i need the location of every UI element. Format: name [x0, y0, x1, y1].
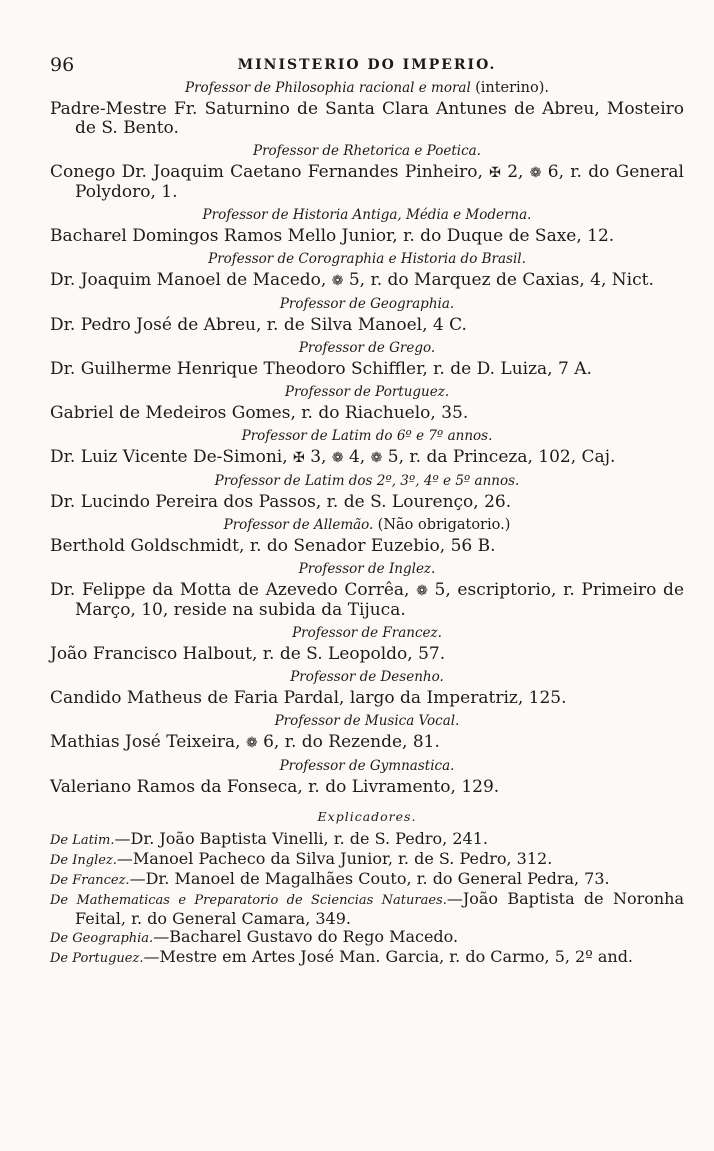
entry-francez: João Francisco Halbout, r. de S. Leopoldo, 57. — [50, 644, 446, 664]
heading-allemao: Professor de Allemão. (Não obrigatorio.) — [223, 517, 511, 533]
entry-gymnastica: Valeriano Ramos da Fonseca, r. do Livramento, 129. — [50, 777, 500, 797]
rose-icon: ❁ — [529, 165, 542, 181]
entry-musica: Mathias José Teixeira, ❁ 6, r. do Rezende, 81. — [50, 732, 440, 752]
entry-corographia: Dr. Joaquim Manoel de Macedo, ❁ 5, r. do Marquez de Caxias, 4, Nict. — [50, 270, 654, 290]
entry-portuguez: Gabriel de Medeiros Gomes, r. do Riachuelo, 35. — [50, 403, 469, 423]
heading-portuguez: Professor de Portuguez. — [284, 384, 450, 400]
rose-icon: ❁ — [370, 450, 383, 466]
rose-icon: ❁ — [416, 583, 428, 599]
explicadores-heading: Explicadores. — [317, 809, 417, 824]
running-head: MINISTERIO DO IMPERIO. — [237, 57, 497, 73]
document-page — [50, 48, 684, 968]
rose-icon: ❁ — [331, 450, 344, 466]
heading-latim-6-7: Professor de Latim do 6º e 7º annos. — [241, 428, 493, 444]
heading-corographia: Professor de Corographia e Historia do Brasil. — [208, 251, 526, 267]
explicador-geographia: De Geographia.—Bacharel Gustavo do Rego Macedo. — [50, 927, 459, 946]
heading-philosophia: Professor de Philosophia racional e moral (interino). — [184, 80, 550, 96]
heading-desenho: Professor de Desenho. — [290, 669, 444, 685]
heading-gymnastica: Professor de Gymnastica. — [279, 758, 455, 774]
entry-grego: Dr. Guilherme Henrique Theodoro Schiffler, r. de D. Luiza, 7 A. — [50, 359, 592, 379]
explicador-mathematicas: De Mathematicas e Preparatorio de Sciencias Naturaes.—João Baptista de Noronha Feital, r. do General Camara, 349. — [50, 889, 685, 928]
heading-historia: Professor de Historia Antiga, Média e Moderna. — [202, 207, 532, 223]
page-header — [50, 48, 684, 76]
heading-grego: Professor de Grego. — [298, 340, 436, 356]
entry-desenho: Candido Matheus de Faria Pardal, largo da Imperatriz, 125. — [50, 688, 567, 708]
entry-latim-6-7: Dr. Luiz Vicente De-Simoni, ✠ 3, ❁ 4, ❁ 5, r. da Princeza, 102, Caj. — [50, 447, 616, 467]
entry-inglez: Dr. Felippe da Motta de Azevedo Corrêa, ❁ 5, escriptorio, r. Primeiro de Março, 10, reside na subida da Tijuca. — [50, 580, 684, 620]
heading-inglez: Professor de Inglez. — [298, 561, 436, 577]
entry-historia: Bacharel Domingos Ramos Mello Junior, r. do Duque de Saxe, 12. — [50, 226, 615, 246]
entry-philosophia: Padre-Mestre Fr. Saturnino de Santa Clara Antunes de Abreu, Mosteiro de S. Bento. — [50, 99, 684, 138]
heading-latim-2-5: Professor de Latim dos 2º, 3º, 4º e 5º annos. — [214, 473, 520, 489]
heading-musica: Professor de Musica Vocal. — [274, 713, 460, 729]
heading-rhetorica: Professor de Rhetorica e Poetica. — [253, 143, 481, 159]
cross-icon: ✠ — [293, 450, 305, 466]
entry-latim-2-5: Dr. Lucindo Pereira dos Passos, r. de S. Lourenço, 26. — [50, 492, 512, 512]
explicador-portuguez: De Portuguez.—Mestre em Artes José Man. Garcia, r. do Carmo, 5, 2º and. — [50, 947, 634, 966]
entry-geographia: Dr. Pedro José de Abreu, r. de Silva Manoel, 4 C. — [50, 315, 467, 335]
heading-francez: Professor de Francez. — [292, 625, 442, 641]
entry-allemao: Berthold Goldschmidt, r. do Senador Euzebio, 56 B. — [50, 536, 496, 556]
heading-geographia: Professor de Geographia. — [279, 296, 455, 312]
entry-rhetorica: Conego Dr. Joaquim Caetano Fernandes Pinheiro, ✠ 2, ❁ 6, r. do General Polydoro, 1. — [50, 162, 684, 202]
rose-icon: ❁ — [245, 735, 258, 751]
explicador-inglez: De Inglez.—Manoel Pacheco da Silva Junior, r. de S. Pedro, 312. — [50, 849, 553, 868]
explicador-latim: De Latim.—Dr. João Baptista Vinelli, r. de S. Pedro, 241. — [50, 829, 488, 848]
explicador-francez: De Francez.—Dr. Manoel de Magalhães Couto, r. do General Pedra, 73. — [50, 869, 610, 888]
page-number: 96 — [50, 54, 75, 76]
cross-icon: ✠ — [489, 165, 501, 181]
rose-icon: ❁ — [331, 273, 344, 289]
